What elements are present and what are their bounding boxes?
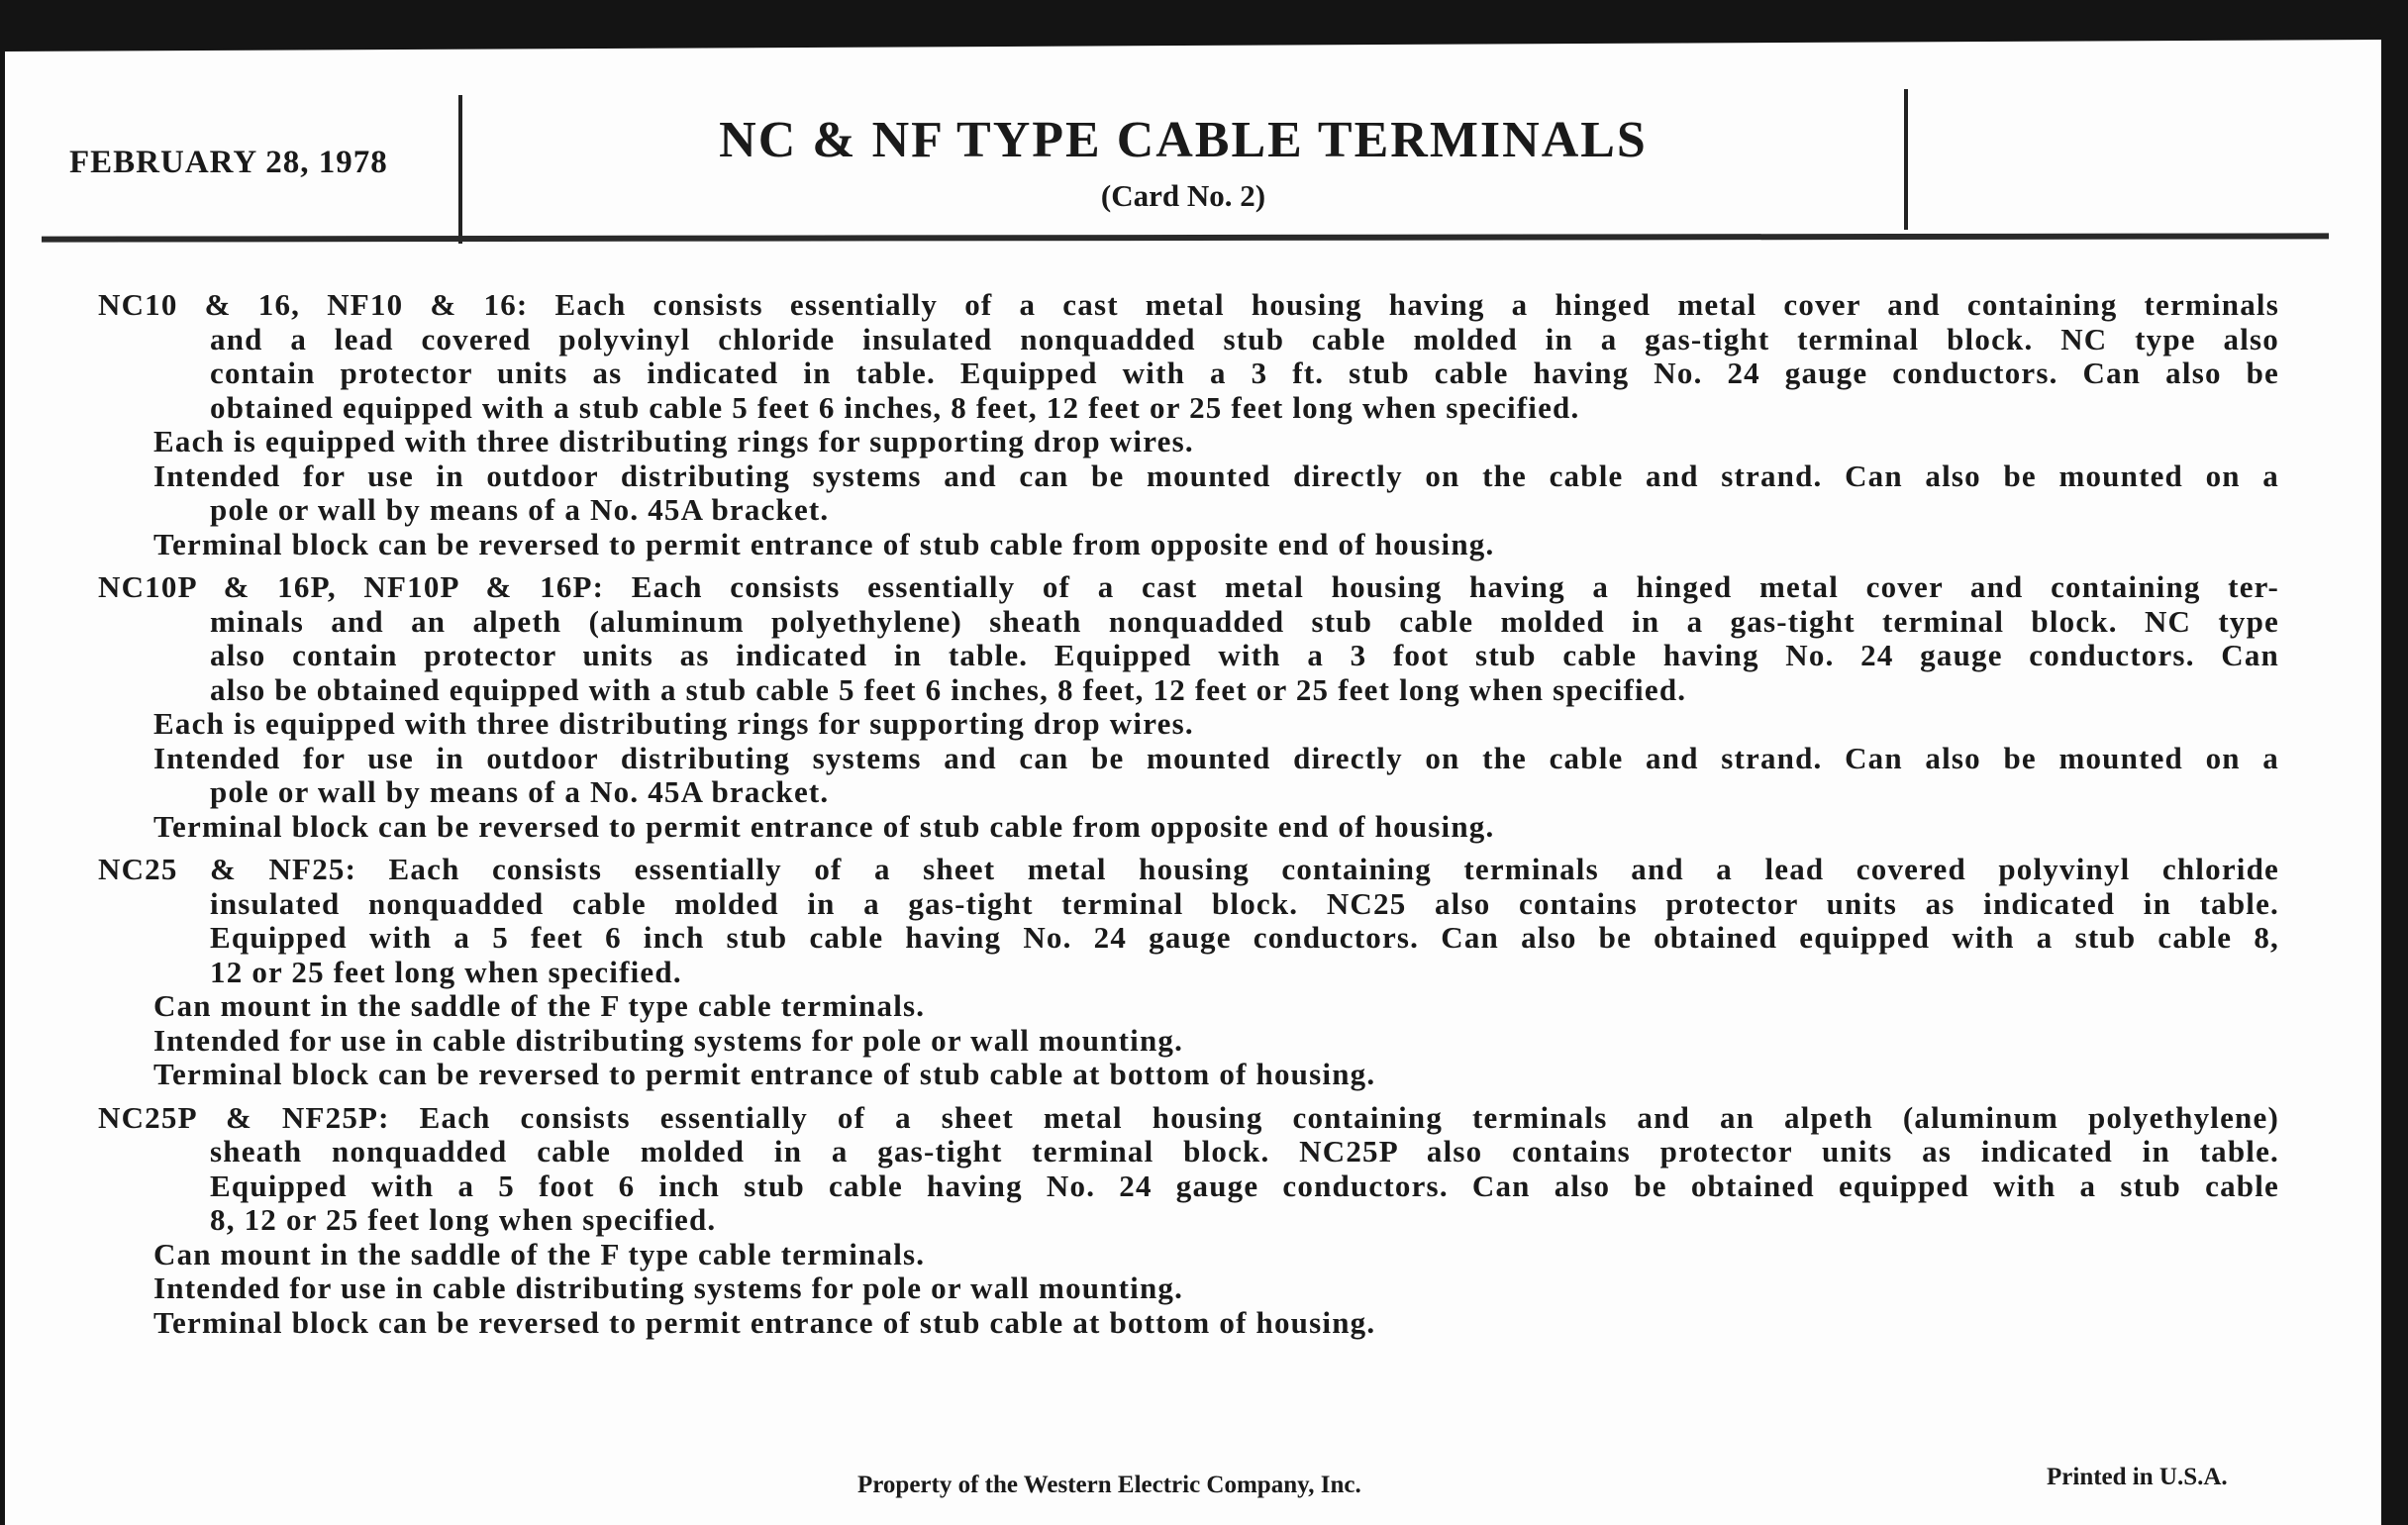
text-line: insulated nonquadded cable molded in a gas-tight terminal block. NC25 also contains protector units as indicated in table.: [210, 886, 2279, 921]
section-nc10-nf10: [0, 288, 2408, 561]
text-line: NC10 & 16, NF10 & 16: Each consists essentially of a cast metal housing having a hinged metal cover and containing terminals: [98, 288, 2279, 322]
text-line: Equipped with a 5 feet 6 inch stub cable having No. 24 gauge conductors. Can also be obtained equipped with a stub cable 8,: [210, 921, 2279, 955]
text-line: NC25 & NF25: Each consists essentially of a sheet metal housing containing terminals and a lead covered polyvinyl chloride: [98, 853, 2279, 886]
text-line: NC25P & NF25P: Each consists essentially of a sheet metal housing containing terminals and an alpeth (aluminum polyethylene): [98, 1100, 2279, 1135]
text-line: contain protector units as indicated in table. Equipped with a 3 ft. stub cable having No. 24 gauge conductors. Can also be: [210, 356, 2279, 390]
document-title: NC & NF TYPE CABLE TERMINALS: [719, 112, 1648, 168]
text-line: Terminal block can be reversed to permit entrance of stub cable at bottom of housing.: [153, 1304, 1376, 1340]
text-line: and a lead covered polyvinyl chloride insulated nonquadded stub cable molded in a gas-tight terminal block. NC type also: [210, 322, 2279, 356]
text-line: 12 or 25 feet long when specified.: [210, 954, 682, 989]
text-line: Terminal block can be reversed to permit entrance of stub cable at bottom of housing.: [153, 1057, 1376, 1091]
text-line: obtained equipped with a stub cable 5 feet 6 inches, 8 feet, 12 feet or 25 feet long when specified.: [210, 389, 1580, 425]
section-nc25-nf25: [0, 853, 2408, 1092]
text-line: also be obtained equipped with a stub cable 5 feet 6 inches, 8 feet, 12 feet or 25 feet long when specified.: [210, 671, 1687, 707]
text-line: minals and an alpeth (aluminum polyethylene) sheath nonquadded stub cable molded in a gas-tight terminal block. NC type: [210, 604, 2279, 639]
text-line: Intended for use in cable distributing systems for pole or wall mounting.: [153, 1271, 1184, 1305]
text-line: 8, 12 or 25 feet long when specified.: [210, 1202, 717, 1237]
footer-printed-in: Printed in U.S.A.: [2047, 1464, 2228, 1490]
text-line: Terminal block can be reversed to permit entrance of stub cable from opposite end of housing.: [153, 808, 1495, 844]
section-nc25p-nf25p: [0, 1101, 2408, 1341]
text-line: Equipped with a 5 foot 6 inch stub cable having No. 24 gauge conductors. Can also be obtained equipped with a stub cable: [210, 1169, 2279, 1203]
text-line: Each is equipped with three distributing rings for supporting drop wires.: [153, 706, 1194, 741]
document-date: FEBRUARY 28, 1978: [69, 145, 388, 180]
text-line: pole or wall by means of a No. 45A bracket.: [210, 492, 830, 527]
footer-property-notice: Property of the Western Electric Company, Inc.: [857, 1472, 1361, 1498]
section-nc10p-nf10p: [0, 570, 2408, 844]
text-line: Can mount in the saddle of the F type cable terminals.: [153, 988, 926, 1023]
card-number: (Card No. 2): [1100, 178, 1266, 213]
text-line: Intended for use in cable distributing systems for pole or wall mounting.: [153, 1022, 1184, 1058]
text-line: Each is equipped with three distributing rings for supporting drop wires.: [153, 424, 1194, 458]
text-line: Can mount in the saddle of the F type cable terminals.: [153, 1236, 926, 1271]
text-line: NC10P & 16P, NF10P & 16P: Each consists essentially of a cast metal housing having a hinged metal cover and containing ter-: [98, 570, 2279, 604]
text-line: Intended for use in outdoor distributing systems and can be mounted directly on the cable and strand. Can also be mounted on a: [153, 458, 2279, 493]
text-line: pole or wall by means of a No. 45A bracket.: [210, 774, 830, 809]
text-line: sheath nonquadded cable molded in a gas-tight terminal block. NC25P also contains protector units as indicated in table.: [210, 1135, 2279, 1169]
document-body: [0, 288, 2408, 1340]
text-line: Intended for use in outdoor distributing systems and can be mounted directly on the cable and strand. Can also be mounted on a: [153, 741, 2279, 775]
header-divider-right: [1904, 89, 1908, 230]
text-line: Terminal block can be reversed to permit entrance of stub cable from opposite end of housing.: [153, 526, 1495, 561]
text-line: also contain protector units as indicated in table. Equipped with a 3 foot stub cable having No. 24 gauge conductors. Can: [210, 639, 2279, 672]
